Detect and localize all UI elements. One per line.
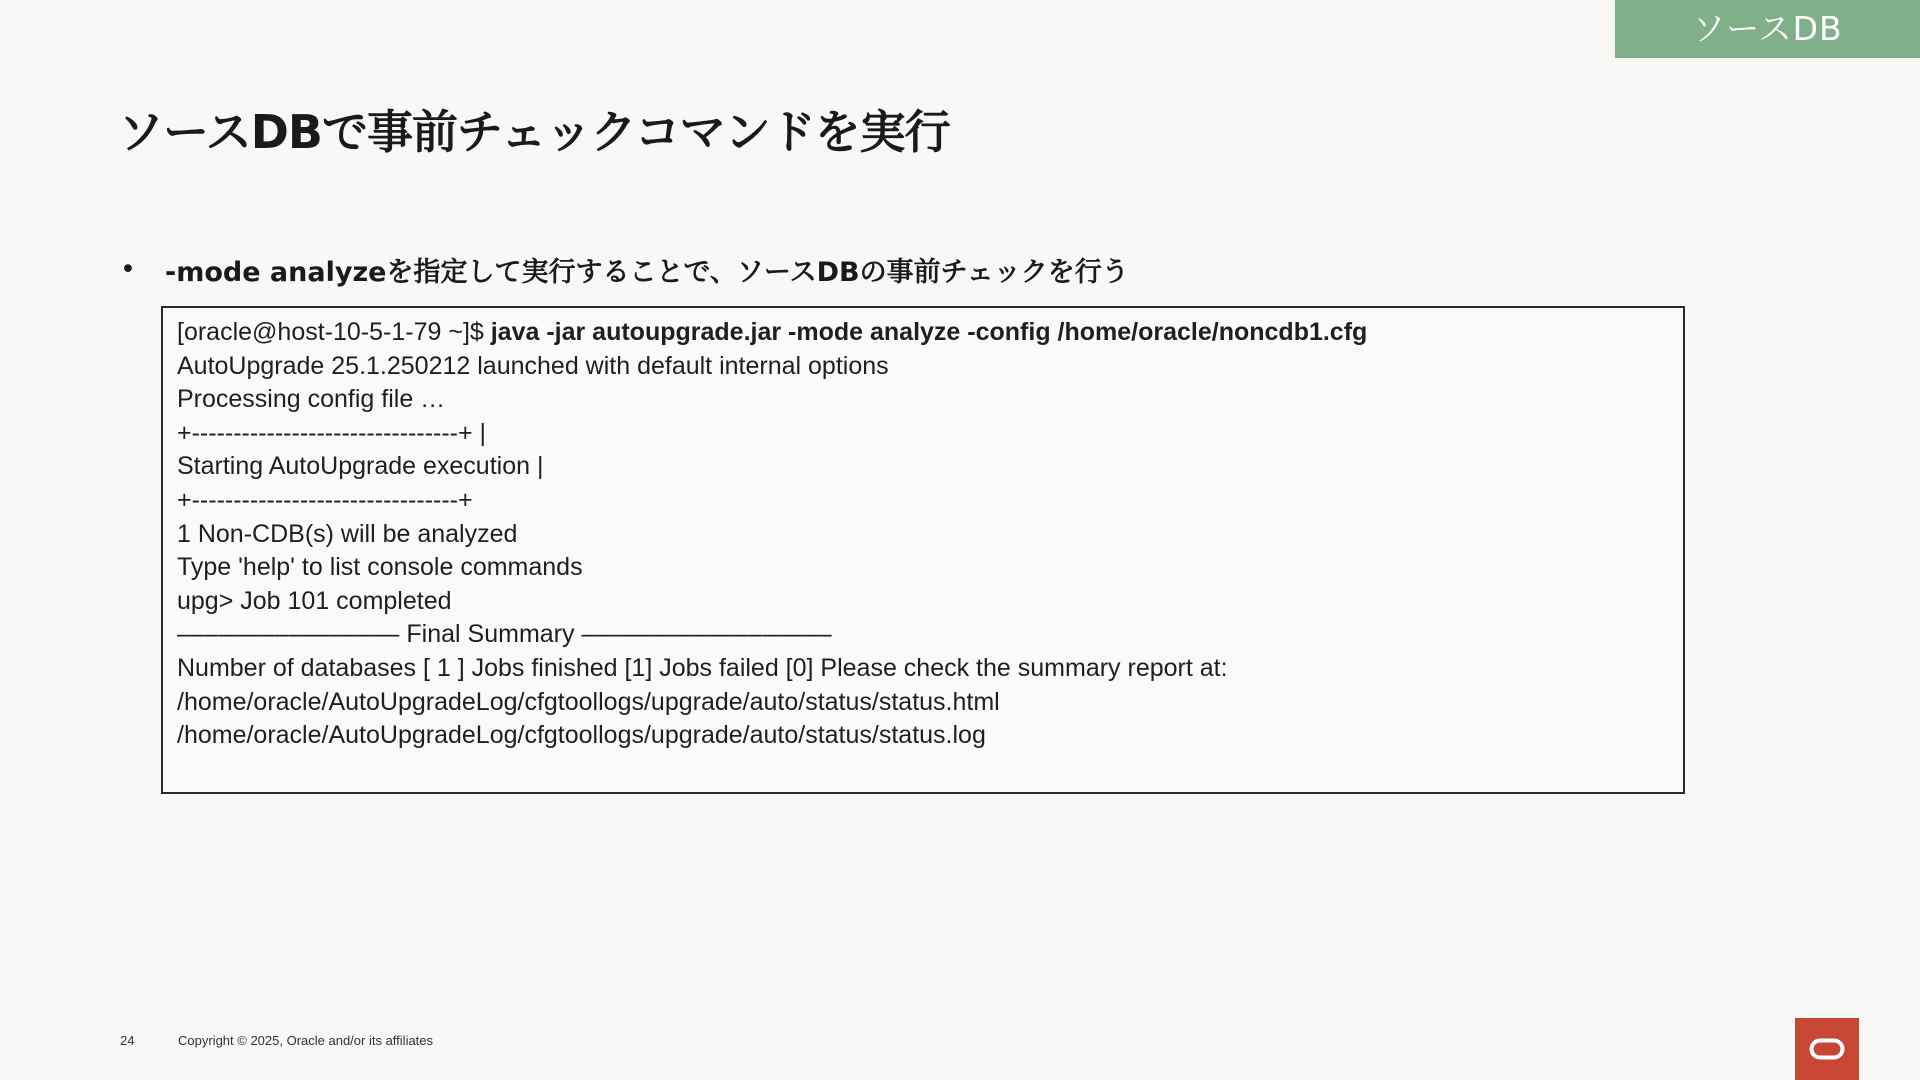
terminal-output-box bbox=[161, 306, 1685, 794]
terminal-line: –––––––––––––––– Final Summary –––––––––––––––––– bbox=[177, 620, 832, 649]
oracle-logo-icon bbox=[1795, 1018, 1859, 1080]
terminal-line: Number of databases [ 1 ] Jobs finished [1] Jobs failed [0] Please check the summary report at: bbox=[177, 653, 1228, 682]
terminal-line: upg> Job 101 completed bbox=[177, 586, 452, 615]
bullet-text: -mode analyzeを指定して実行することで、ソースDBの事前チェックを行う bbox=[165, 257, 1129, 288]
slide-title: ソースDBで事前チェックコマンドを実行 bbox=[118, 105, 950, 159]
copyright-text: Copyright © 2025, Oracle and/or its affiliates bbox=[178, 1033, 434, 1048]
terminal-line: Processing config file … bbox=[177, 385, 446, 414]
terminal-line: Starting AutoUpgrade execution | bbox=[177, 452, 544, 481]
terminal-prompt: [oracle@host-10-5-1-79 ~]$ bbox=[177, 318, 491, 346]
source-db-tag: ソースDB bbox=[1615, 0, 1920, 58]
terminal-line: /home/oracle/AutoUpgradeLog/cfgtoollogs/upgrade/auto/status/status.html bbox=[177, 687, 1000, 716]
bullet-item bbox=[120, 250, 1129, 289]
terminal-line: /home/oracle/AutoUpgradeLog/cfgtoollogs/upgrade/auto/status/status.log bbox=[177, 721, 986, 750]
page-number: 24 bbox=[120, 1033, 135, 1048]
oracle-logo-shape bbox=[1809, 1037, 1845, 1061]
terminal-line: +--------------------------------+ | bbox=[177, 418, 487, 447]
bullet-marker: • bbox=[120, 254, 136, 285]
terminal-command: java -jar autoupgrade.jar -mode analyze -config /home/oracle/noncdb1.cfg bbox=[490, 318, 1368, 346]
terminal-line: Type 'help' to list console commands bbox=[177, 553, 583, 582]
terminal-line: 1 Non-CDB(s) will be analyzed bbox=[177, 519, 518, 548]
terminal-command-line bbox=[177, 316, 1669, 350]
terminal-line: AutoUpgrade 25.1.250212 launched with default internal options bbox=[177, 351, 889, 380]
terminal-line: +--------------------------------+ bbox=[177, 485, 473, 514]
